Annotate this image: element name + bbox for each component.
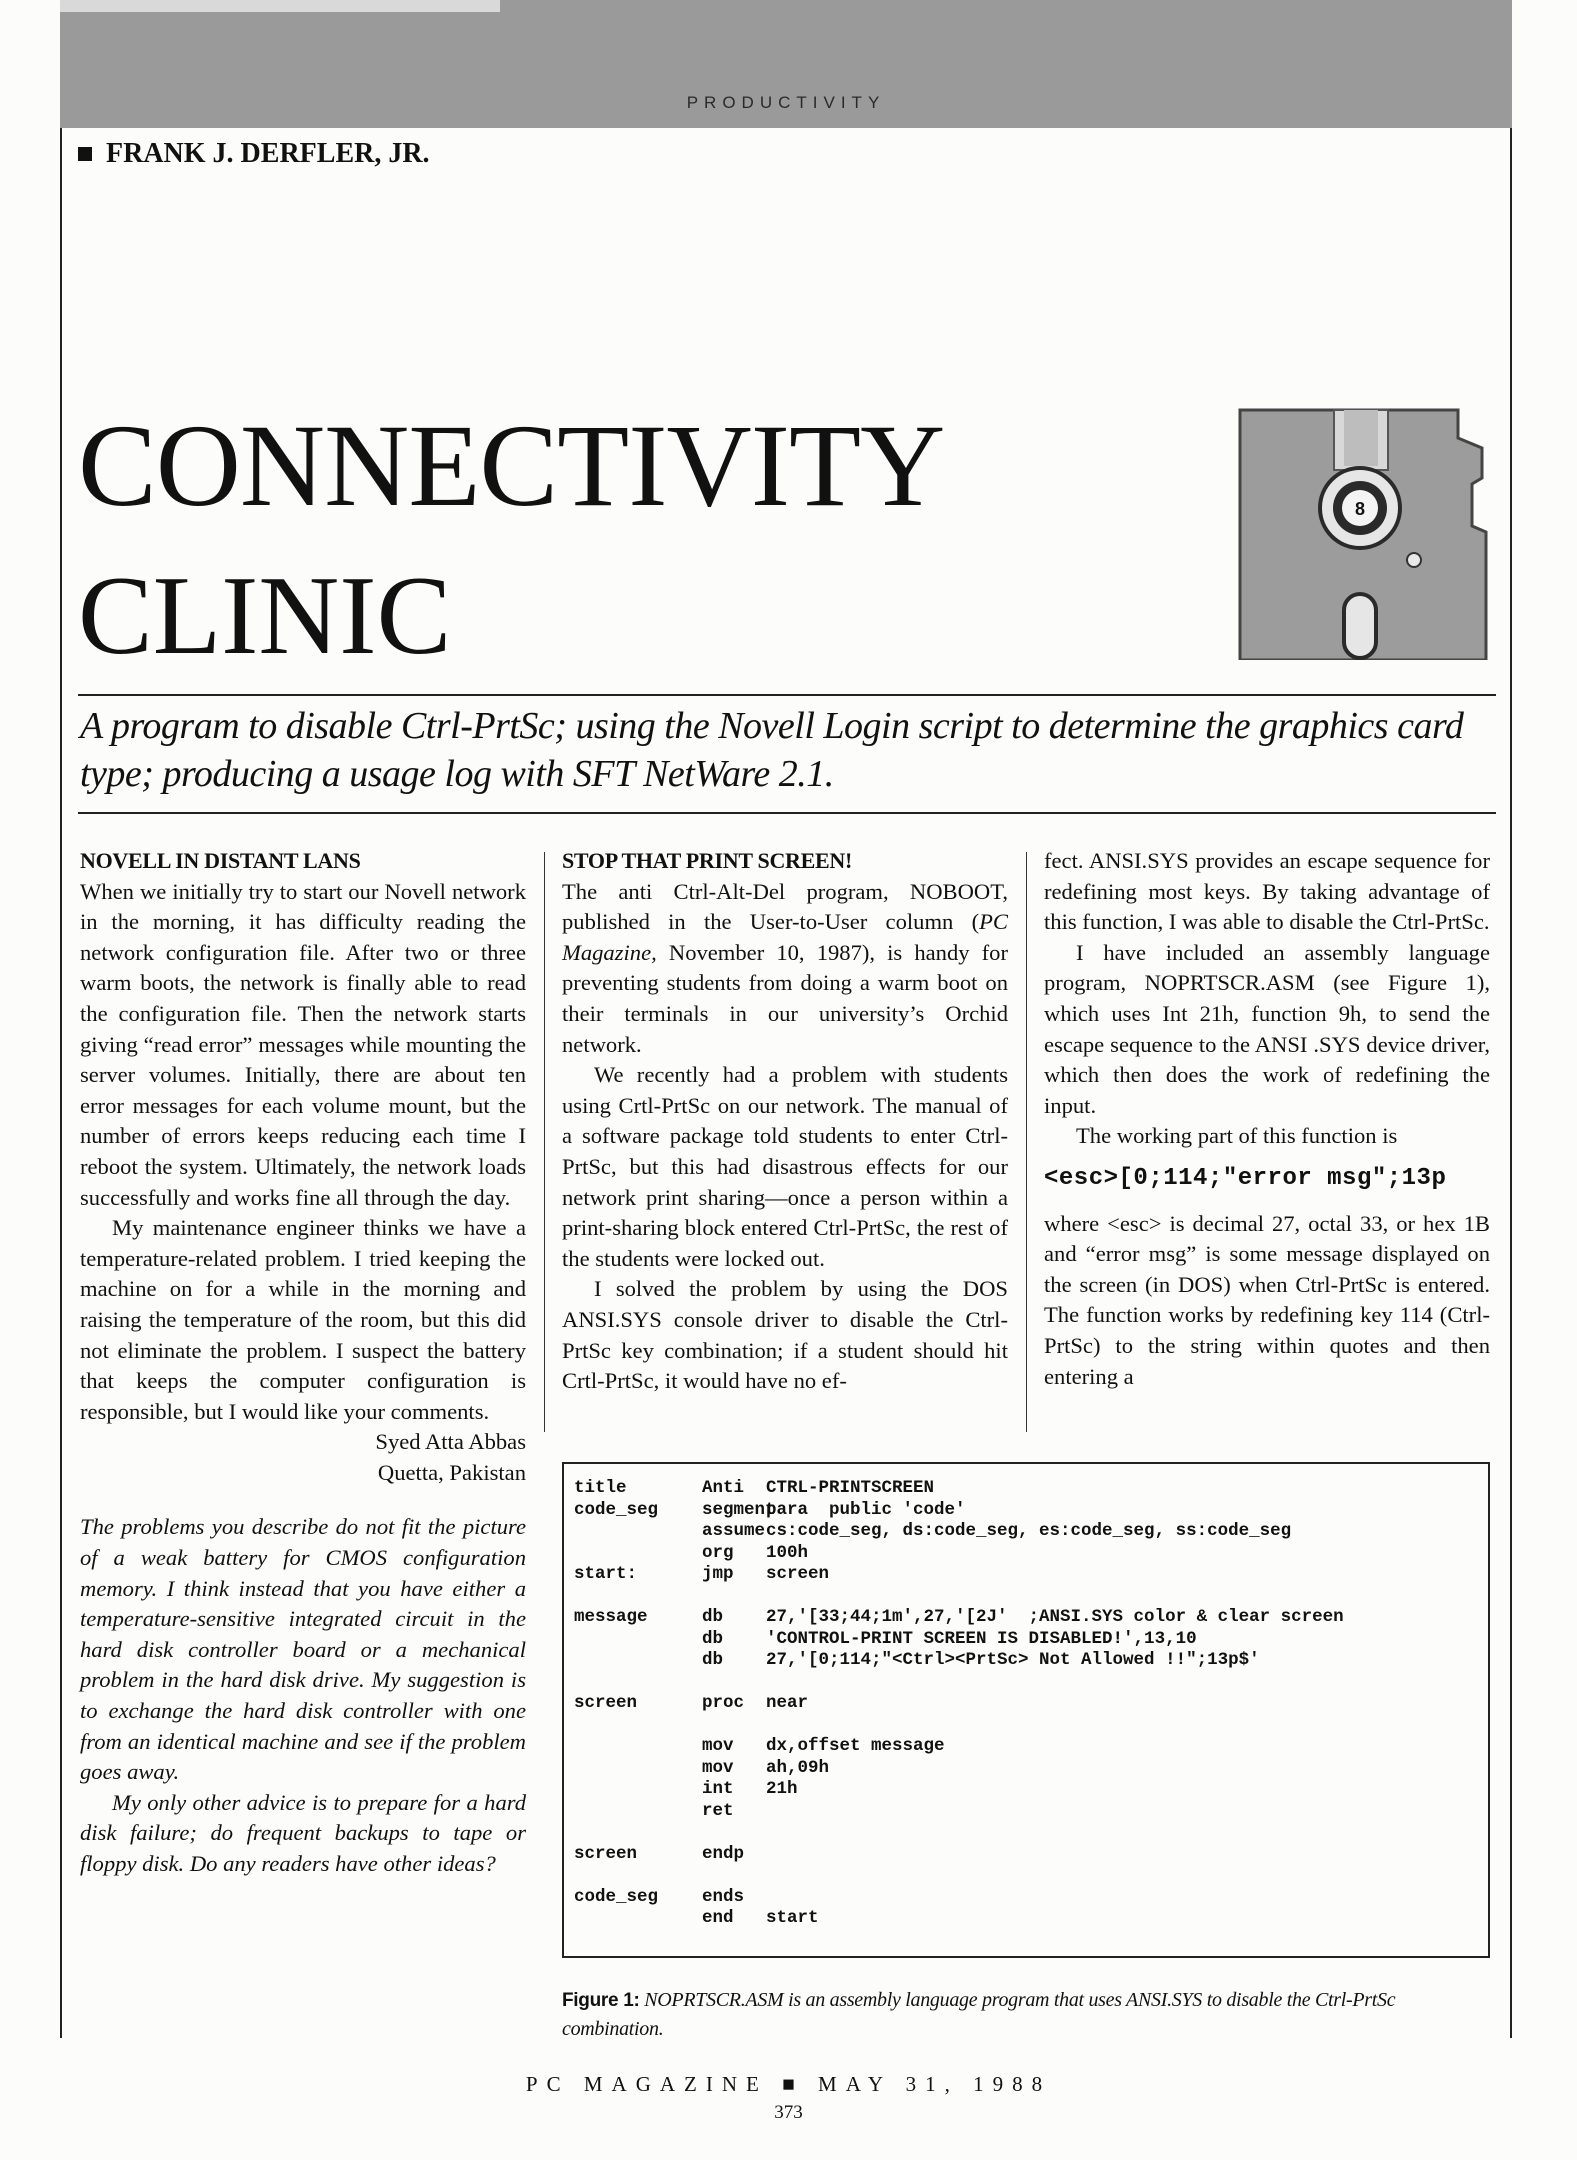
code-mnemonic: db	[702, 1650, 724, 1670]
code-mnemonic: int	[702, 1779, 734, 1799]
page-number: 373	[774, 2102, 803, 2123]
reply-paragraph-1: The problems you describe do not fit the picture of a weak battery for CMOS configuration memory. I think instead that you have either a temperature-sensitive integrated circuit in the hard disk controller board or a mechanical problem in the hard disk drive. My suggestion is to exchange the hard disk controller with one from an identical machine and see if the problem goes away.	[80, 1514, 526, 1785]
code-label	[574, 1779, 702, 1801]
code-line	[574, 1650, 1344, 1672]
disk-index-hole	[1407, 553, 1421, 567]
code-mnemonic: db	[702, 1607, 724, 1627]
column-rule-2	[1026, 852, 1027, 1432]
column-2	[562, 846, 1008, 1397]
column-rule-1	[544, 852, 545, 1432]
code-operand: dx,offset message	[766, 1736, 945, 1756]
code-operand: cs:code_seg, ds:code_seg, es:code_seg, ss:code_seg	[766, 1521, 1292, 1541]
code-operand: near	[766, 1693, 809, 1713]
code-label	[574, 1543, 702, 1565]
col1-paragraph-2: My maintenance engineer thinks we have a temperature-related problem. I tried keeping the machine on for a while in the morning and raising the temperature of the room, but this did not eliminate the problem. I suspect the battery that keeps the computer configuration is responsible, but I would like your comments.	[80, 1215, 526, 1424]
code-label	[574, 1801, 702, 1823]
column-1	[80, 846, 526, 1880]
code-line	[574, 1715, 1344, 1737]
code-line	[574, 1758, 1344, 1780]
disk-hub-label: 8	[1354, 499, 1366, 519]
code-line	[574, 1586, 1344, 1608]
code-label	[574, 1672, 702, 1694]
title-rule-top	[78, 694, 1496, 696]
code-mnemonic: mov	[702, 1736, 734, 1756]
code-mnemonic: ends	[702, 1886, 745, 1907]
code-mnemonic: org	[702, 1542, 734, 1563]
article-deck: A program to disable Ctrl-PrtSc; using the Novell Login script to determine the graphics card type; producing a usage log with SFT NetWare 2.1.	[80, 705, 1464, 795]
col2-heading: STOP THAT PRINT SCREEN!	[562, 848, 852, 873]
figure-caption	[562, 1986, 1492, 2043]
column-3	[1044, 846, 1490, 1392]
code-line	[574, 1908, 1344, 1930]
col3-paragraph-2: I have included an assembly language program, NOPRTSCR.ASM (see Figure 1), which uses Int 21h, function 9h, to send the escape sequence to the ANSI .SYS device driver, which then does the work of redefining the input.	[1044, 939, 1490, 1118]
left-margin-rule	[60, 128, 62, 2038]
disk-read-window	[1344, 594, 1376, 658]
article-title-line2: CLINIC	[78, 554, 452, 678]
author-byline	[78, 138, 430, 170]
code-label	[574, 1650, 702, 1672]
code-mnemonic: mov	[702, 1757, 734, 1778]
code-label: code_seg	[574, 1886, 659, 1907]
code-line	[574, 1500, 1344, 1522]
col3-paragraph-4: where <esc> is decimal 27, octal 33, or hex 1B and “error msg” is some message displayed on the screen (in DOS) when Ctrl-PrtSc is entered. The function works by redefining key 114 (Ctrl-PrtSc) to the string within quotes and then entering a	[1044, 1210, 1490, 1389]
code-label	[574, 1758, 702, 1780]
reply-paragraph-2: My only other advice is to prepare for a hard disk failure; do frequent backups to tape or floppy disk. Do any readers have other ideas?	[80, 1789, 526, 1876]
code-mnemonic	[702, 1672, 766, 1694]
code-operand: start	[766, 1908, 819, 1928]
col2-paragraph-3: I solved the problem by using the DOS ANSI.SYS console driver to disable the Ctrl-PrtSc key combination; if a student should hit Crtl-PrtSc, it would have no ef-	[562, 1276, 1008, 1394]
code-line	[574, 1822, 1344, 1844]
col3-paragraph-3: The working part of this function is	[1076, 1123, 1398, 1149]
col2-p1-part-c: November 10, 1987), is handy for preventing students from doing a warm boot on their terminals in our university’s Orchid network.	[562, 939, 1008, 1057]
title-rule-bottom	[78, 812, 1496, 814]
right-margin-rule	[1510, 128, 1512, 2038]
col2-p1-magazine-ref: PC Magazine,	[562, 909, 1008, 965]
code-label	[574, 1908, 702, 1930]
col1-paragraph-1: When we initially try to start our Novell network in the morning, it has difficulty reading the network configuration file. After two or three warm boots, the network is finally able to read the configuration file. Then the network starts giving “read error” messages while mounting the server volumes. Initially, there are about ten error messages for each volume mount, but the number of errors keeps reducing each time I reboot the system. Ultimately, the network loads successfully and works fine all through the day.	[80, 878, 526, 1210]
code-label	[574, 1865, 702, 1887]
col2-p1-part-a: The anti Ctrl-Alt-Del program, NOBOOT, published in the User-to-User column (	[562, 878, 1008, 935]
article-title-line1: CONNECTIVITY	[78, 400, 945, 531]
code-line	[574, 1672, 1344, 1694]
col1-heading: NOVELL IN DISTANT LANS	[80, 848, 361, 873]
code-label	[574, 1521, 702, 1543]
code-mnemonic: Anti	[702, 1478, 745, 1498]
code-line	[574, 1779, 1344, 1801]
letter-signature-place: Quetta, Pakistan	[377, 1459, 526, 1485]
col2-paragraph-1	[562, 877, 1008, 1061]
letter-signature-name: Syed Atta Abbas	[375, 1429, 526, 1455]
code-mnemonic	[702, 1586, 766, 1608]
code-operand: 100h	[766, 1542, 809, 1563]
page-footer-magazine: PC MAGAZINE ■ MAY 31, 1988	[525, 2072, 1052, 2096]
code-line	[574, 1801, 1344, 1823]
code-label: title	[574, 1478, 627, 1498]
code-label	[574, 1629, 702, 1651]
code-line	[574, 1478, 1344, 1500]
code-line	[574, 1629, 1344, 1651]
code-line	[574, 1543, 1344, 1565]
code-line	[574, 1736, 1344, 1758]
code-label: start:	[574, 1564, 638, 1584]
code-line	[574, 1564, 1344, 1586]
code-mnemonic: ret	[702, 1800, 734, 1821]
code-operand: 27,'[33;44;1m',27,'[2J' ;ANSI.SYS color & clear screen	[766, 1607, 1344, 1627]
code-operand: 'CONTROL-PRINT SCREEN IS DISABLED!',13,10	[766, 1628, 1197, 1649]
code-label	[574, 1586, 702, 1608]
code-mnemonic: assume	[702, 1521, 766, 1541]
code-operand: screen	[766, 1564, 830, 1584]
escape-sequence-code: <esc>[0;114;"error msg";13p	[1044, 1164, 1447, 1192]
code-label: screen	[574, 1843, 638, 1864]
code-label	[574, 1822, 702, 1844]
code-mnemonic	[702, 1822, 766, 1844]
floppy-disk-illustration	[1236, 408, 1494, 660]
code-label: code_seg	[574, 1499, 659, 1520]
code-operand: CTRL-PRINTSCREEN	[766, 1478, 935, 1498]
code-line	[574, 1607, 1344, 1629]
code-mnemonic: proc	[702, 1693, 745, 1713]
code-label	[574, 1715, 702, 1737]
code-mnemonic	[702, 1865, 766, 1887]
code-mnemonic: endp	[702, 1843, 745, 1864]
figure-caption-label: Figure 1:	[562, 1990, 640, 2011]
code-mnemonic: db	[702, 1628, 724, 1649]
figure-caption-text: NOPRTSCR.ASM is an assembly language program that uses ANSI.SYS to disable the Ctrl-PrtSc combination.	[562, 1989, 1396, 2040]
code-listing	[574, 1478, 1344, 1930]
col3-paragraph-1: fect. ANSI.SYS provides an escape sequence for redefining most keys. By taking advantage of this function, I was able to disable the Ctrl-PrtSc.	[1044, 848, 1490, 935]
code-label: message	[574, 1607, 648, 1627]
code-operand: 21h	[766, 1779, 798, 1799]
header-band	[60, 0, 1512, 128]
code-line	[574, 1887, 1344, 1909]
byline-bullet-icon	[78, 147, 92, 161]
code-operand: para public 'code'	[766, 1499, 966, 1520]
code-line	[574, 1693, 1344, 1715]
section-label: PRODUCTIVITY	[686, 93, 886, 112]
col2-paragraph-2: We recently had a problem with students using Crtl-PrtSc on our network. The manual of a software package told students to enter Ctrl-PrtSc, but this had disastrous effects for our network print sharing—once a person within a print-sharing block entered Ctrl-PrtSc, the rest of the students were locked out.	[562, 1062, 1008, 1271]
code-line	[574, 1865, 1344, 1887]
code-mnemonic: end	[702, 1908, 734, 1928]
disk-shutter-shadow	[1344, 410, 1378, 466]
code-label	[574, 1736, 702, 1758]
author-name: FRANK J. DERFLER, JR.	[106, 138, 430, 169]
header-band-highlight	[60, 0, 500, 12]
code-operand: 27,'[0;114;"<Ctrl><PrtSc> Not Allowed !!";13p$'	[766, 1650, 1260, 1670]
code-line	[574, 1521, 1344, 1543]
code-line	[574, 1844, 1344, 1866]
code-operand: ah,09h	[766, 1757, 830, 1778]
code-mnemonic	[702, 1715, 766, 1737]
code-label: screen	[574, 1693, 638, 1713]
code-mnemonic: jmp	[702, 1564, 734, 1584]
code-mnemonic: segment	[702, 1499, 776, 1520]
